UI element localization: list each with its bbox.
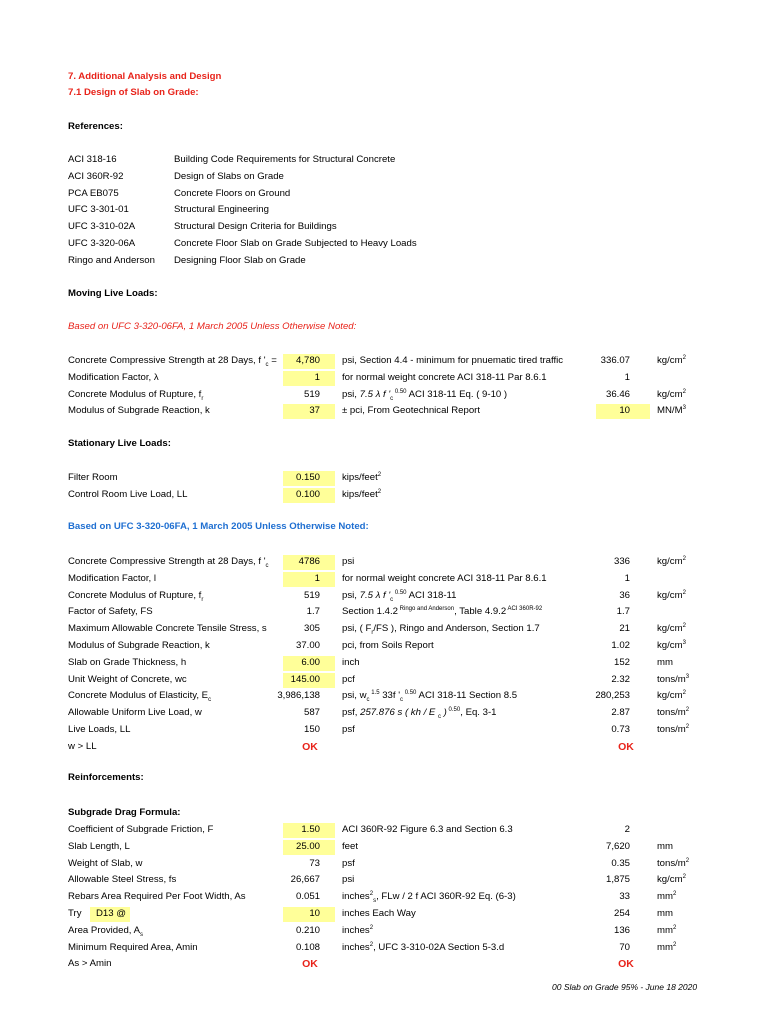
subscript: c (390, 395, 394, 402)
label-text: Weight of Slab, w (68, 857, 143, 869)
reference-code: UFC 3-310-02A (68, 221, 136, 233)
superscript: 2 (672, 941, 677, 948)
metric-value: 1.7 (616, 606, 630, 618)
metric-value: 36.46 (605, 388, 630, 400)
metric-value: 0.73 (611, 724, 630, 735)
row-unit (342, 689, 517, 703)
reference-code: ACI 318-16 (68, 154, 117, 165)
metric-unit (657, 924, 676, 938)
label-text: Modulus of Subgrade Reaction, k (68, 640, 210, 651)
page-footer: 00 Slab on Grade 95% - June 18 2020 (552, 982, 698, 992)
metric-unit (657, 354, 686, 368)
metric-unit (657, 404, 686, 418)
row-value: 6.00 (301, 656, 320, 668)
row-unit (342, 572, 547, 586)
unit-text: psf (342, 724, 355, 735)
row-value: 1 (314, 572, 320, 584)
metric-unit-text: kg/cm (657, 690, 683, 702)
row-value: 145.00 (290, 673, 320, 685)
metric-unit (657, 673, 689, 687)
metric-unit-text: mm (657, 891, 673, 903)
reference-code: PCA EB075 (68, 187, 119, 199)
row-unit (342, 941, 504, 955)
row-unit (342, 723, 355, 737)
metric-value: 2.32 (611, 673, 630, 685)
metric-value: 152 (613, 656, 630, 668)
unit-text: psi (342, 556, 355, 567)
row-label (68, 924, 143, 938)
row-unit (342, 857, 355, 871)
row-value: 0.051 (295, 891, 320, 903)
row-value: 150 (303, 724, 320, 735)
label-text: Factor of Safety, FS (68, 606, 153, 618)
reference-code: Ringo and Anderson (68, 254, 155, 266)
unit-text: psf (342, 857, 355, 869)
metric-unit (657, 723, 689, 737)
row-value: 0.210 (295, 924, 320, 936)
metric-unit (657, 656, 673, 670)
row-value: 1.50 (301, 824, 320, 835)
unit-text: kips/feet (342, 472, 378, 483)
row-label (68, 723, 130, 737)
label-text: Modification Factor, l (68, 572, 156, 584)
metric-unit (657, 890, 676, 904)
superscript: 2 (369, 891, 374, 897)
reference-description: Concrete Floor Slab on Grade Subjected to Heavy Loads (174, 238, 417, 249)
row-unit (342, 823, 513, 837)
metric-unit-text: tons/m (657, 673, 686, 685)
subscript: c (265, 361, 269, 368)
metric-unit (657, 555, 686, 569)
subscript: c (390, 596, 394, 603)
superscript: 2 (682, 354, 686, 361)
metric-unit-text: MN/M (657, 405, 683, 417)
label-text: Coefficient of Subgrade Friction, F (68, 824, 214, 835)
row-value: 305 (303, 623, 320, 635)
superscript: 0.50 (446, 707, 461, 713)
row-value: 1 (314, 371, 320, 383)
superscript: 2 (685, 707, 690, 713)
unit-tail: , Eq. 3-1 (460, 707, 497, 719)
row-label (68, 689, 211, 703)
superscript: 2 (672, 924, 677, 931)
superscript: 3 (685, 673, 690, 680)
unit-text: Section 1.4.2 (342, 606, 399, 618)
unit-text: psi, (342, 589, 357, 601)
metric-value: 280,253 (595, 690, 630, 702)
subscript: c (366, 697, 370, 704)
metric-unit-text: mm (657, 941, 673, 953)
row-label (68, 622, 267, 636)
row-label (68, 941, 198, 955)
stationary-live-loads-heading: Stationary Live Loads: (68, 438, 171, 449)
metric-value: 70 (619, 941, 630, 953)
ok-status-metric: OK (618, 740, 634, 753)
unit-tail: , Table 4.9.2 (454, 606, 507, 618)
try-bar-size: D13 @ (96, 908, 127, 919)
metric-value: 254 (613, 908, 630, 919)
superscript: 0.50 (403, 690, 417, 697)
subscript: c (208, 697, 212, 704)
row-unit (342, 890, 516, 904)
row-value: 4,780 (295, 355, 320, 366)
metric-unit (657, 907, 673, 921)
reference-description: Building Code Requirements for Structural Concrete (174, 154, 396, 165)
row-value: 73 (309, 857, 320, 869)
label-text: Concrete Modulus of Rupture, f (68, 388, 202, 400)
label-text: Modulus of Subgrade Reaction, k (68, 405, 210, 417)
reference-code: UFC 3-320-06A (68, 238, 136, 249)
unit-tail: /FS ), Ringo and Anderson, Section 1.7 (373, 623, 540, 635)
subscript: c (400, 697, 404, 704)
row-label (68, 388, 203, 402)
metric-unit (657, 639, 686, 653)
metric-unit-text: tons/m (657, 857, 686, 869)
superscript: 0.50 (393, 388, 407, 395)
superscript: 2 (672, 891, 677, 897)
references-heading: References: (68, 121, 123, 132)
formula: 7.5 λ f ' (356, 589, 391, 601)
metric-value: 21 (619, 623, 630, 635)
metric-unit (657, 857, 689, 871)
superscript: 2 (369, 924, 374, 931)
metric-unit (657, 840, 673, 854)
subscript: s (140, 931, 143, 938)
superscript: 2 (682, 589, 686, 596)
unit-text: inches Each Way (342, 908, 416, 919)
subscript: s (373, 898, 377, 905)
label-text: Concrete Compressive Strength at 28 Days, f ' (68, 355, 266, 366)
row-label (68, 589, 203, 603)
row-value: 519 (303, 388, 320, 400)
metric-value: 10 (619, 405, 630, 417)
row-value: 25.00 (295, 840, 320, 852)
unit-text: inches (342, 941, 370, 953)
ok-status: OK (302, 958, 318, 971)
reference-code: ACI 360R-92 (68, 170, 124, 182)
row-label: Control Room Live Load, LL (68, 488, 188, 500)
subgrade-drag-heading: Subgrade Drag Formula: (68, 807, 181, 818)
label-suffix: = (268, 355, 277, 366)
unit-text: inch (342, 656, 360, 668)
superscript: 2 (685, 723, 690, 730)
superscript: 2 (377, 471, 382, 478)
subscript: c (438, 714, 441, 721)
metric-unit (657, 689, 686, 703)
row-value: 0.150 (295, 472, 320, 483)
row-label (68, 840, 130, 854)
superscript: 2 (685, 857, 690, 864)
row-unit (342, 873, 354, 887)
unit-text: ACI 360R-92 Figure 6.3 and Section 6.3 (342, 824, 513, 835)
unit-tail: ACI 360R-92 Eq. (6-3) (418, 891, 516, 903)
metric-value: 1.02 (611, 640, 630, 651)
subscript: r (371, 630, 374, 637)
row-label (68, 857, 142, 871)
row-unit (342, 589, 456, 603)
row-label (68, 706, 202, 720)
reinforcements-heading: Reinforcements: (68, 772, 144, 783)
label-text: Slab on Grade Thickness, h (68, 656, 187, 668)
unit-text: pci, from Soils Report (342, 640, 434, 651)
label-text: Minimum Required Area, Amin (68, 941, 198, 953)
metric-value: 1 (624, 371, 630, 383)
unit-text: psi, w (342, 690, 367, 702)
unit-tail: ACI 318-11 (406, 589, 457, 601)
metric-value: 2 (624, 824, 630, 835)
metric-value: 33 (619, 891, 630, 903)
subscript: r (201, 596, 204, 603)
row-unit (342, 622, 540, 636)
unit-tail: ACI 318-11 Eq. ( 9-10 ) (406, 388, 508, 400)
formula: ) (441, 707, 447, 719)
metric-unit (657, 622, 686, 636)
metric-value: 336 (613, 556, 630, 567)
row-unit (342, 840, 358, 854)
unit-text: psi, ( F (342, 623, 372, 635)
row-unit (342, 371, 547, 385)
row-label (68, 605, 153, 619)
unit-text: pcf (342, 673, 355, 685)
row-label (68, 555, 269, 569)
row-unit (342, 354, 563, 368)
check-label: w > LL (68, 740, 97, 752)
row-label (68, 823, 213, 837)
row-label (68, 354, 277, 368)
superscript: 2 (682, 623, 686, 629)
metric-unit-text: kg/cm (657, 623, 683, 635)
row-value: 37.00 (295, 640, 320, 651)
row-value: 37 (309, 405, 320, 417)
row-label (68, 673, 187, 687)
unit-tail: ACI 318-11 Section 8.5 (416, 690, 518, 702)
metric-unit (657, 941, 676, 955)
label-text: Concrete Modulus of Rupture, f (68, 589, 202, 601)
unit-text: kips/feet (342, 488, 378, 500)
row-value: 519 (303, 589, 320, 601)
row-unit (342, 656, 360, 670)
metric-unit-text: mm (657, 908, 673, 919)
row-label: Try (68, 908, 82, 919)
row-label (68, 890, 246, 904)
label-text: Live Loads, LL (68, 724, 131, 735)
metric-unit-text: kg/cm (657, 640, 683, 651)
unit-text: inches (342, 891, 370, 903)
metric-unit-text: tons/m (657, 724, 686, 735)
row-unit (342, 404, 480, 418)
metric-value: 1,875 (605, 874, 630, 886)
unit-text: inches (342, 924, 370, 936)
superscript: ACI 360R-92 (506, 606, 543, 613)
reference-description: Design of Slabs on Grade (174, 170, 284, 182)
superscript: 3 (682, 639, 686, 646)
label-text: Allowable Uniform Live Load, w (68, 707, 202, 719)
row-label (68, 873, 176, 887)
label-text: Maximum Allowable Concrete Tensile Stress, s (68, 623, 267, 635)
formula: 7.5 λ f ' (356, 388, 391, 400)
moving-note: Based on UFC 3-320-06FA, 1 March 2005 Unless Otherwise Noted: (68, 321, 357, 332)
metric-unit-text: mm (657, 840, 673, 852)
row-unit (342, 488, 381, 502)
unit-text: psi (342, 874, 355, 886)
row-unit (342, 605, 542, 619)
reference-description: Concrete Floors on Ground (174, 187, 291, 199)
label-text: Concrete Compressive Strength at 28 Days, f ' (68, 556, 266, 567)
metric-value: 7,620 (605, 840, 630, 852)
unit-tail: 33f ' (379, 690, 401, 702)
moving-live-loads-heading: Moving Live Loads: (68, 288, 158, 299)
unit-text: psi, (342, 388, 357, 400)
row-unit (342, 639, 434, 653)
row-unit (342, 924, 373, 938)
row-value: 26,667 (290, 874, 320, 886)
superscript: Ringo and Anderson (398, 606, 455, 613)
row-label: Filter Room (68, 472, 118, 483)
reference-description: Structural Engineering (174, 204, 269, 216)
row-label (68, 371, 159, 385)
ok-status: OK (302, 740, 318, 753)
metric-unit (657, 706, 689, 720)
formula: 257.876 s ( kh / E (357, 707, 438, 719)
superscript: 2 (377, 488, 382, 495)
row-label (68, 404, 210, 418)
unit-tail: , UFC 3-310-02A Section 5-3.d (373, 941, 505, 953)
row-unit (342, 907, 416, 921)
metric-value: 336.07 (600, 355, 630, 366)
reference-description: Designing Floor Slab on Grade (174, 254, 306, 266)
reference-description: Structural Design Criteria for Buildings (174, 221, 337, 233)
superscript: 2 (682, 555, 686, 562)
row-unit (342, 388, 507, 402)
subscript: c (265, 562, 269, 569)
superscript: 2 (682, 388, 686, 395)
metric-unit-text: kg/cm (657, 589, 683, 601)
metric-unit-text: mm (657, 924, 673, 936)
unit-text: for normal weight concrete ACI 318-11 Par 8.6.1 (342, 371, 547, 383)
stationary-note: Based on UFC 3-320-06FA, 1 March 2005 Unless Otherwise Noted: (68, 521, 369, 532)
metric-unit-text: kg/cm (657, 388, 683, 400)
label-text: Allowable Steel Stress, fs (68, 874, 177, 886)
unit-text: psf, (342, 707, 358, 719)
metric-value: 36 (619, 589, 630, 601)
row-label (68, 656, 186, 670)
row-value: 587 (303, 707, 320, 719)
row-value: 1.7 (306, 606, 320, 618)
subscript: r (201, 395, 204, 402)
label-text: Unit Weight of Concrete, wc (68, 673, 187, 685)
ok-status-metric: OK (618, 958, 634, 971)
row-unit (342, 706, 497, 720)
label-text: Area Provided, A (68, 924, 140, 936)
row-unit (342, 673, 355, 687)
unit-text: psi, Section 4.4 - minimum for pnuematic tired traffic (342, 355, 564, 366)
check-label: As > Amin (68, 958, 112, 970)
row-value: 0.108 (295, 941, 320, 953)
label-text: Rebars Area Required Per Foot Width, As (68, 891, 246, 903)
superscript: 3 (682, 405, 686, 412)
unit-tail: , FLw / 2 f (376, 891, 419, 903)
superscript: 1.5 (369, 690, 380, 697)
metric-unit-text: kg/cm (657, 874, 683, 886)
superscript: 2 (682, 874, 686, 881)
row-value: 10 (309, 908, 320, 919)
metric-unit-text: tons/m (657, 707, 686, 719)
reference-code: UFC 3-301-01 (68, 204, 129, 216)
metric-unit-text: kg/cm (657, 355, 683, 366)
unit-text: ± pci, From Geotechnical Report (342, 405, 481, 417)
row-value: 0.100 (295, 488, 320, 500)
metric-unit-text: mm (657, 656, 673, 668)
row-unit (342, 471, 381, 485)
superscript: 0.50 (393, 589, 407, 596)
label-text: Modification Factor, λ (68, 371, 159, 383)
unit-text: for normal weight concrete ACI 318-11 Par 8.6.1 (342, 572, 547, 584)
metric-value: 0.35 (611, 857, 630, 869)
metric-unit (657, 873, 686, 887)
metric-unit-text: kg/cm (657, 556, 683, 567)
section-subtitle: 7.1 Design of Slab on Grade: (68, 87, 199, 98)
metric-unit (657, 589, 686, 603)
unit-text: feet (342, 840, 359, 852)
metric-value: 136 (613, 924, 630, 936)
row-label (68, 572, 156, 586)
superscript: 2 (369, 941, 374, 948)
metric-value: 2.87 (611, 707, 630, 719)
superscript: 2 (682, 690, 686, 697)
metric-value: 1 (624, 572, 630, 584)
row-label (68, 639, 210, 653)
label-text: Concrete Modulus of Elasticity, E (68, 690, 209, 702)
section-title: 7. Additional Analysis and Design (68, 71, 222, 82)
row-value: 4786 (298, 556, 320, 567)
row-value: 3,986,138 (277, 690, 320, 702)
label-text: Slab Length, L (68, 840, 130, 852)
metric-unit (657, 388, 686, 402)
row-unit (342, 555, 354, 569)
